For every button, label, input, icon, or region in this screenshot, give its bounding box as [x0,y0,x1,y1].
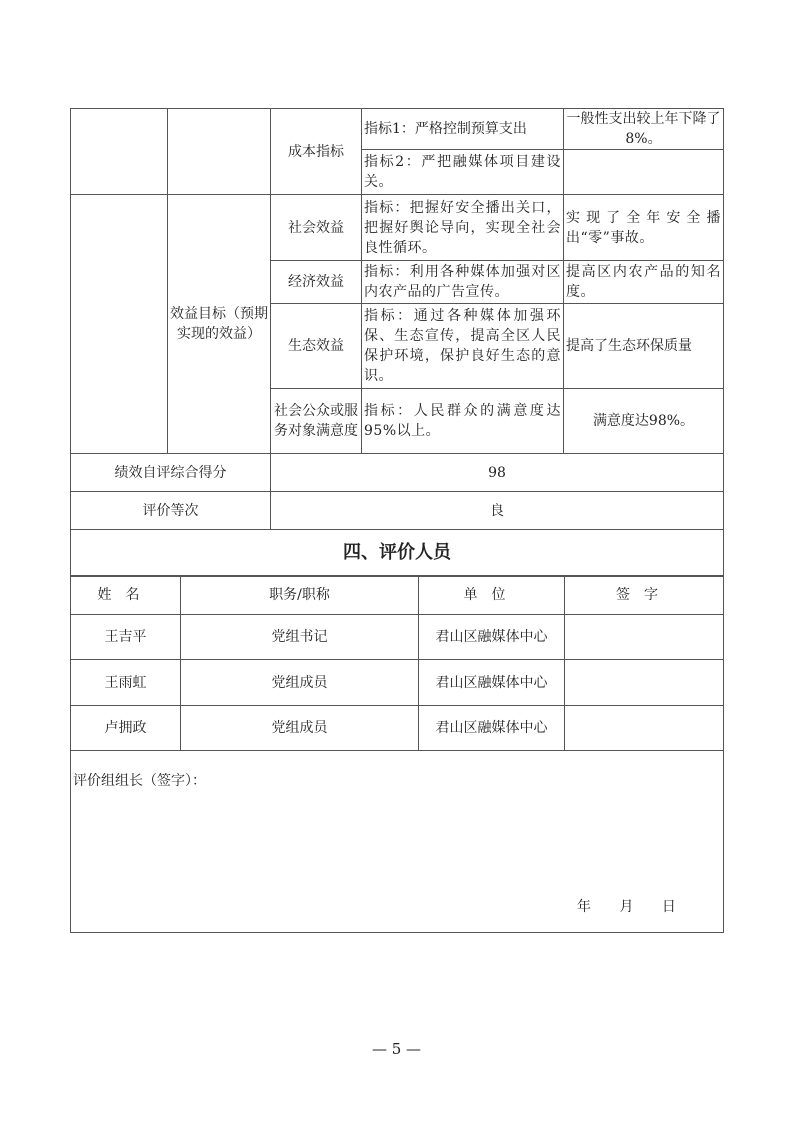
grade-label: 评价等次 [71,492,271,530]
benefit-indicator: 指标：通过各种媒体加强环保、生态宣传，提高全区人民保护环境，保护良好生态的意识。 [362,304,564,389]
evaluator-title: 党组成员 [181,660,419,706]
benefit-result: 提高了生态环保质量 [564,304,724,389]
benefit-category: 社会公众或服务对象满意度 [271,389,362,454]
header-row [71,576,724,615]
benefit-target-label: 效益目标（预期实现的效益） [168,195,271,454]
blank-cell [168,109,271,195]
benefit-category: 生态效益 [271,304,362,389]
score-value: 98 [271,454,724,492]
cost-category: 成本指标 [271,109,362,195]
evaluators-table [70,575,724,933]
performance-table [70,108,724,577]
section-heading: 四、评价人员 [71,530,724,577]
grade-value: 良 [271,492,724,530]
header-signature: 签字 [565,576,724,615]
evaluator-signature [565,706,724,751]
evaluator-unit: 君山区融媒体中心 [419,615,565,660]
evaluator-name: 卢拥政 [71,706,181,751]
benefit-indicator: 指标：人民群众的满意度达95%以上。 [362,389,564,454]
page-number: — 5 — [371,1040,422,1058]
evaluator-name: 王雨虹 [71,660,181,706]
benefit-result: 实现了全年安全播出“零”事故。 [564,195,724,261]
benefit-result: 提高区内农产品的知名度。 [564,261,724,304]
benefit-indicator: 指标：利用各种媒体加强对区内农产品的广告宣传。 [362,261,564,304]
evaluator-title: 党组书记 [181,615,419,660]
header-unit: 单位 [419,576,565,615]
benefit-indicator: 指标：把握好安全播出关口，把握好舆论导向，实现全社会良性循环。 [362,195,564,261]
leader-signature-label: 评价组组长（签字）： [73,773,206,789]
table-row [71,706,724,751]
date-line: 年 月 日 [577,899,676,915]
header-name: 姓名 [71,576,181,615]
evaluator-unit: 君山区融媒体中心 [419,706,565,751]
benefit-category: 经济效益 [271,261,362,304]
evaluator-title: 党组成员 [181,706,419,751]
cost-indicator-2: 指标2：严把融媒体项目建设关。 [362,150,564,195]
header-title: 职务/职称 [181,576,419,615]
table-row [71,615,724,660]
leader-signature-cell [71,751,724,933]
cost-indicator-1: 指标1：严格控制预算支出 [362,109,564,150]
cost-result-2 [564,150,724,195]
table-row [71,660,724,706]
evaluator-signature [565,660,724,706]
cost-result-1: 一般性支出较上年下降了8%。 [564,109,724,150]
benefit-result: 满意度达98%。 [564,389,724,454]
score-label: 绩效自评综合得分 [71,454,271,492]
benefit-category: 社会效益 [271,195,362,261]
blank-cell [71,195,168,454]
evaluator-name: 王吉平 [71,615,181,660]
evaluator-signature [565,615,724,660]
evaluator-unit: 君山区融媒体中心 [419,660,565,706]
blank-cell [71,109,168,195]
